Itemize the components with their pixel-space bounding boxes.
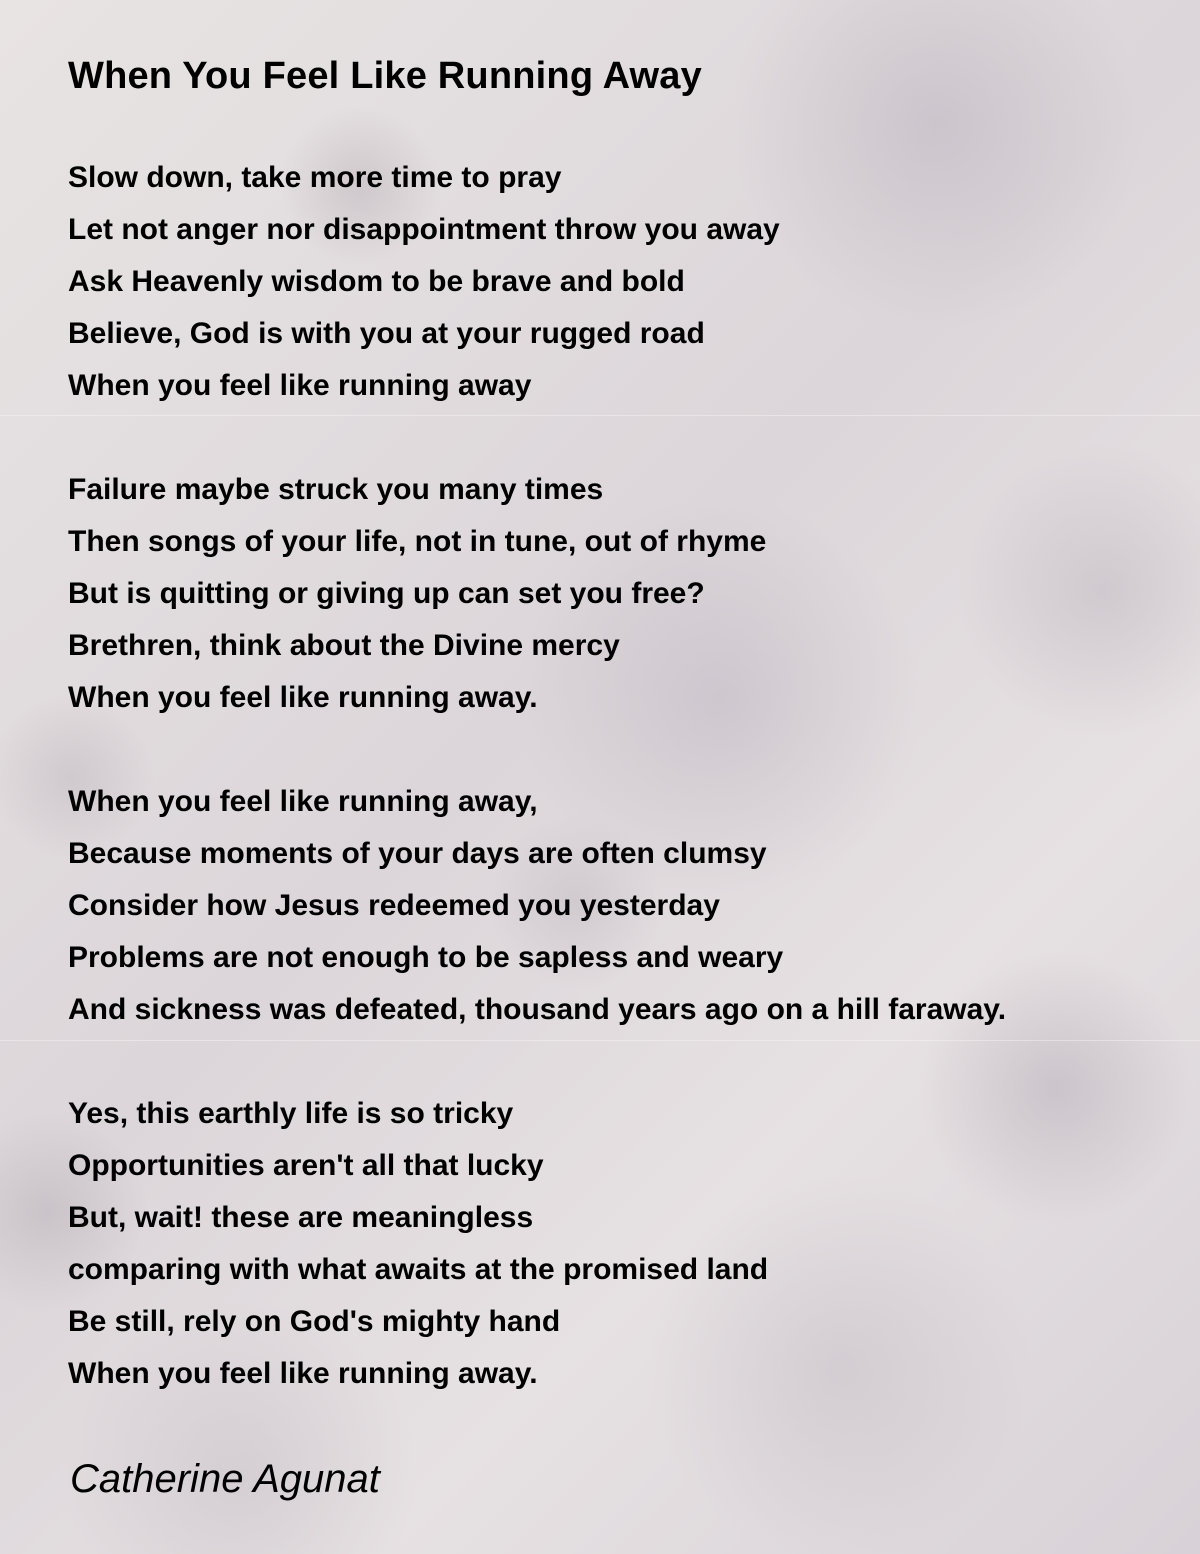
poem-line: Problems are not enough to be sapless and weary: [68, 941, 784, 974]
poem-line: comparing with what awaits at the promised land: [68, 1253, 769, 1286]
stanza-4: [68, 1088, 1168, 1400]
poem-title: When You Feel Like Running Away: [68, 55, 702, 97]
poem-line: Ask Heavenly wisdom to be brave and bold: [68, 265, 685, 298]
stanza-3: [68, 776, 1168, 1036]
poem-line: When you feel like running away: [68, 369, 532, 402]
stanza-2: [68, 464, 1168, 724]
poem-line: Be still, rely on God's mighty hand: [68, 1305, 561, 1338]
poem-line: Then songs of your life, not in tune, out of rhyme: [68, 525, 767, 558]
poem-line: Because moments of your days are often clumsy: [68, 837, 767, 870]
poem-line: Let not anger nor disappointment throw you away: [68, 213, 780, 246]
poem-line: But, wait! these are meaningless: [68, 1201, 534, 1234]
poem-line: Brethren, think about the Divine mercy: [68, 629, 620, 662]
poem-line: When you feel like running away.: [68, 1357, 538, 1390]
poem-line: Opportunities aren't all that lucky: [68, 1149, 544, 1182]
poem-line: But is quitting or giving up can set you free?: [68, 577, 705, 610]
poem-line: Yes, this earthly life is so tricky: [68, 1097, 514, 1130]
poem-line: Consider how Jesus redeemed you yesterday: [68, 889, 720, 922]
stanza-1: [68, 152, 1168, 412]
poem-line: Believe, God is with you at your rugged road: [68, 317, 705, 350]
poem-line: When you feel like running away.: [68, 681, 538, 714]
poem-line: Slow down, take more time to pray: [68, 161, 562, 194]
poem-line: Failure maybe struck you many times: [68, 473, 604, 506]
poem-container: [68, 52, 1168, 1452]
poem-line: When you feel like running away,: [68, 785, 538, 818]
poem-line: And sickness was defeated, thousand years ago on a hill faraway.: [68, 993, 1007, 1026]
poem-author: Catherine Agunat: [70, 1457, 380, 1501]
